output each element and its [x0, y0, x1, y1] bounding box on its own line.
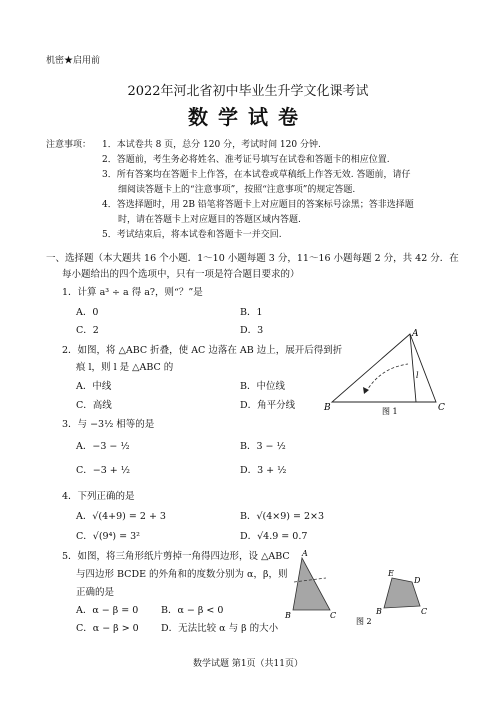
note-item: 1．本试卷共 8 页，总分 120 分，考试时间 120 分钟. [102, 140, 321, 150]
section-heading: 一、选择题（本大题共 16 个小题．1～10 小题每题 3 分，11～16 小题每题 2 分，共 42 分．在 [46, 253, 459, 264]
confidential-label: 机密★启用前 [46, 56, 101, 66]
q1-stem: 1．计算 a³ ÷ a 得 a?，则“？”是 [62, 287, 203, 298]
fig1-label-b: B [324, 403, 331, 413]
page-footer: 数学试题 第1页（共11页） [192, 659, 304, 669]
q2-option-b: B．中位线 [240, 381, 285, 392]
fig2-label-b: B [285, 611, 291, 620]
figure-2 [284, 548, 460, 630]
q5-option-a: A．α − β = 0 [76, 605, 139, 616]
fig2-label-e: E [388, 569, 394, 578]
note-item: 3．所有答案均在答题卡上作答，在本试卷或草稿纸上作答无效. 答题前，请仔 [102, 170, 411, 180]
q1-option-d: D．3 [240, 325, 264, 336]
q3-option-c: C．−3 + ½ [76, 465, 130, 476]
q1-option-c: C．2 [76, 325, 99, 336]
exam-title: 2022年河北省初中毕业生升学文化课考试 [127, 84, 369, 99]
paper-title: 数学试卷 [188, 105, 308, 129]
note-item: 4．答选择题时，用 2B 铅笔将答题卡上对应题目的答案标号涂黑；答非选择题 [102, 200, 414, 210]
q2-option-a: A．中线 [76, 381, 112, 392]
q4-stem: 4．下列正确的是 [62, 491, 135, 502]
fig2-label-a: A [302, 549, 308, 558]
q2-stem-cont: 痕 l，则 l 是 △ABC 的 [76, 362, 174, 373]
q1-option-a: A．0 [76, 307, 99, 318]
section-heading-cont: 每小题给出的四个选项中，只有一项是符合题目要求的） [62, 269, 300, 280]
figure-1 [322, 328, 452, 418]
note-item: 5．考试结束后，将本试卷和答题卡一并交回. [102, 230, 282, 240]
note-item: 2．答题前，考生务必将姓名、准考证号填写在试卷和答题卡的相应位置. [102, 155, 390, 165]
fig1-label-l: l [416, 371, 419, 380]
note-item: 时，请在答题卡上对应题目的答题区域内答题. [118, 215, 301, 225]
fig2-label-d: D [414, 576, 421, 585]
q3-stem: 3．与 −3½ 相等的是 [62, 419, 155, 430]
q4-option-d: D．√4.9 = 0.7 [240, 531, 308, 542]
fig2-label-b2: B [376, 607, 382, 616]
fig2-label-c2: C [421, 607, 428, 616]
q5-option-d: D．无法比较 α 与 β 的大小 [161, 623, 279, 634]
q4-option-c: C．√(9⁴) = 3² [76, 531, 140, 542]
q3-option-b: B．3 − ½ [240, 441, 286, 452]
note-item: 细阅读答题卡上的“注意事项”，按照“注意事项”的规定答题. [118, 185, 356, 195]
q2-option-c: C．高线 [76, 400, 112, 411]
q3-option-d: D．3 + ½ [240, 465, 287, 476]
fig1-caption: 图 1 [382, 407, 398, 416]
q5-stem: 5．如图，将三角形纸片剪掉一角得四边形，设 △ABC [62, 551, 290, 562]
q5-option-c: C．α − β > 0 [76, 623, 139, 634]
q5-option-b: B．α − β < 0 [161, 605, 224, 616]
q1-option-b: B．1 [240, 307, 263, 318]
fig2-label-c: C [330, 611, 337, 620]
fig1-label-c: C [438, 403, 445, 413]
q5-stem-cont2: 正确的是 [76, 587, 115, 598]
q2-stem: 2．如图，将 △ABC 折叠，使 AC 边落在 AB 边上，展开后得到折 [62, 345, 343, 356]
fig1-label-a: A [412, 329, 419, 339]
q5-stem-cont: 与四边形 BCDE 的外角和的度数分别为 α，β，则 [76, 569, 288, 580]
q4-option-a: A．√(4+9) = 2 + 3 [76, 511, 166, 522]
notes-label: 注意事项： [46, 140, 92, 150]
fig2-caption: 图 2 [356, 617, 372, 626]
q3-option-a: A．−3 − ½ [76, 441, 130, 452]
q2-option-d: D．角平分线 [240, 400, 296, 411]
q4-option-b: B．√(4×9) = 2×3 [240, 511, 325, 522]
